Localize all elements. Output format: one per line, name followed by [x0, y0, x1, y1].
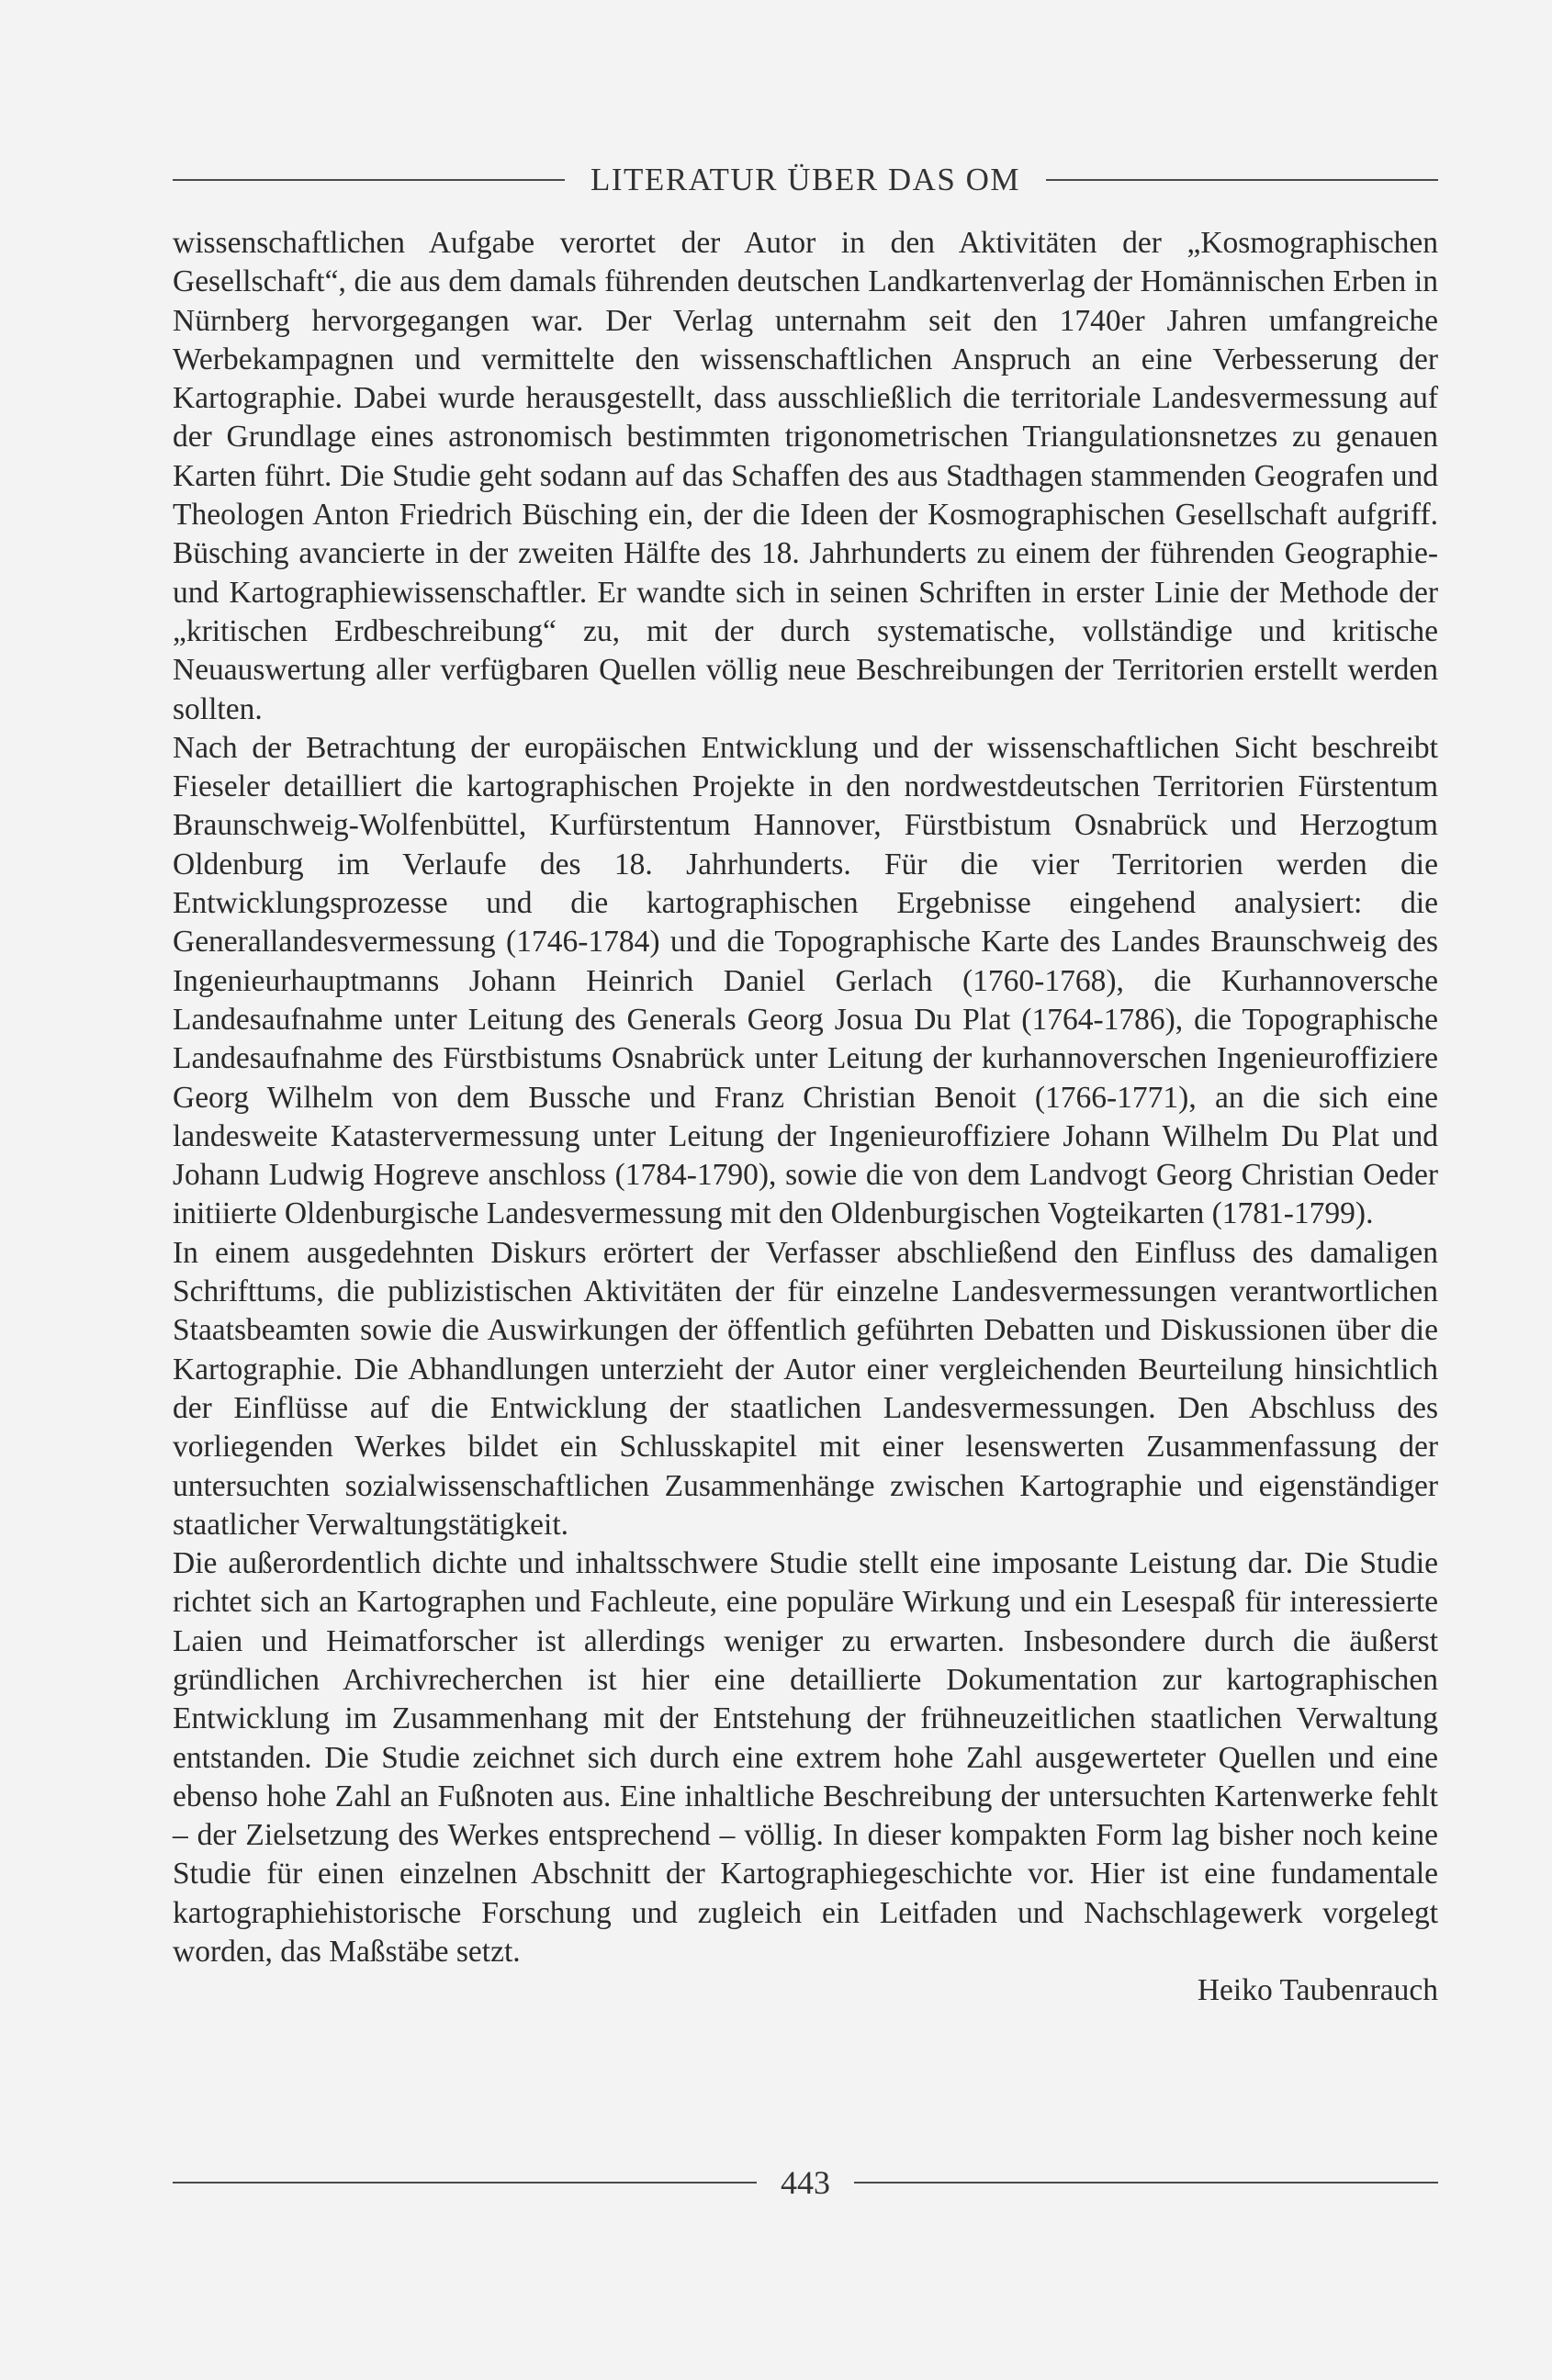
header-title: LITERATUR ÜBER DAS OM — [590, 162, 1021, 197]
running-header — [173, 160, 1438, 200]
page-footer — [173, 2160, 1438, 2206]
page-number: 443 — [781, 2164, 830, 2201]
author-signature: Heiko Taubenrauch — [1197, 1973, 1438, 2008]
paragraph: In einem ausgedehnten Diskurs erörtert der Verfasser abschließend den Einfluss des damaligen Schrifttums, die publizistischen Aktivitäten der für einzelne Landesvermessungen verantwortlichen Staatsbeamten sowie die Auswirkungen der öffentlich geführten Debatten und Diskussionen über die Kartographie. Die Abhandlungen unterzieht der Autor einer vergleichenden Beurteilung hinsichtlich der Einflüsse auf die Entwicklung der staatlichen Landesvermessungen. Den Abschluss des vorliegenden Werkes bildet ein Schlusskapitel mit einer lesenswerten Zusammenfassung der untersuchten sozialwissenschaftlichen Zusammenhänge zwischen Kartographie und eigenständiger staatlicher Verwaltungstätigkeit. — [173, 1235, 1438, 1542]
paragraph: Die außerordentlich dichte und inhaltsschwere Studie stellt eine imposante Leistung dar. Die Studie richtet sich an Kartographen und Fachleute, eine populäre Wirkung und ein Lesespaß für interessierte Laien und Heimatforscher ist allerdings weniger zu erwarten. Insbesondere durch die äußerst gründlichen Archivrecherchen ist hier eine detaillierte Dokumentation zur kartographischen Entwicklung im Zusammenhang mit der Entstehung der frühneuzeitlichen staatlichen Verwaltung entstanden. Die Studie zeichnet sich durch eine extrem hohe Zahl ausgewerteter Quellen und eine ebenso hohe Zahl an Fußnoten aus. Eine inhaltliche Beschreibung der untersuchten Kartenwerke fehlt – der Zielsetzung des Werkes entsprechend – völlig. In dieser kompakten Form lag bisher noch keine Studie für einen einzelnen Abschnitt der Kartographiegeschichte vor. Hier ist eine fundamentale kartographiehistorische Forschung und zugleich ein Leitfaden und Nachschlagewerk vorgelegt worden, das Maßstäbe setzt. — [173, 1546, 1438, 1970]
header-rule-right — [1046, 179, 1438, 181]
header-rule-left — [173, 179, 565, 181]
footer-rule-left — [173, 2182, 757, 2184]
article-body — [173, 224, 1438, 2011]
footer-rule-right — [854, 2182, 1438, 2184]
paragraph: wissenschaftlichen Aufgabe verortet der Autor in den Aktivitäten der „Kosmographischen Gesellschaft“, die aus dem damals führenden deutschen Landkartenverlag der Homännischen Erben in Nürnberg hervorgegangen war. Der Verlag unternahm seit den 1740er Jahren umfangreiche Werbekampagnen und vermittelte den wissenschaftlichen Anspruch an eine Verbesserung der Kartographie. Dabei wurde herausgestellt, dass ausschließlich die territoriale Landesvermessung auf der Grundlage eines astronomisch bestimmten trigonometrischen Triangulationsnetzes zu genauen Karten führt. Die Studie geht sodann auf das Schaffen des aus Stadthagen stammenden Geografen und Theologen Anton Friedrich Büsching ein, der die Ideen der Kosmographischen Gesellschaft aufgriff. Büsching avancierte in der zweiten Hälfte des 18. Jahrhunderts zu einem der führenden Geographie- und Kartographiewissenschaftler. Er wandte sich in seinen Schriften in erster Linie der Methode der „kritischen Erdbeschreibung“ zu, mit der durch systematische, vollständige und kritische Neuauswertung aller verfügbaren Quellen völlig neue Beschreibungen der Territorien erstellt werden sollten. — [173, 226, 1438, 726]
paragraph: Nach der Betrachtung der europäischen Entwicklung und der wissenschaftlichen Sicht beschreibt Fieseler detailliert die kartographischen Projekte in den nordwestdeutschen Territorien Fürstentum Braunschweig-Wolfenbüttel, Kurfürstentum Hannover, Fürstbistum Osnabrück und Herzogtum Oldenburg im Verlaufe des 18. Jahrhunderts. Für die vier Territorien werden die Entwicklungsprozesse und die kartographischen Ergebnisse eingehend analysiert: die Generallandesvermessung (1746-1784) und die Topographische Karte des Landes Braunschweig des Ingenieurhauptmanns Johann Heinrich Daniel Gerlach (1760-1768), die Kurhannoversche Landesaufnahme unter Leitung des Generals Georg Josua Du Plat (1764-1786), die Topographische Landesaufnahme des Fürstbistums Osnabrück unter Leitung der kurhannoverschen Ingenieuroffiziere Georg Wilhelm von dem Bussche und Franz Christian Benoit (1766-1771), an die sich eine landesweite Katastervermessung unter Leitung der Ingenieuroffiziere Johann Wilhelm Du Plat und Johann Ludwig Hogreve anschloss (1784-1790), sowie die von dem Landvogt Georg Christian Oeder initiierte Oldenburgische Landesvermessung mit den Oldenburgischen Vogteikarten (1781-1799). — [173, 730, 1438, 1231]
